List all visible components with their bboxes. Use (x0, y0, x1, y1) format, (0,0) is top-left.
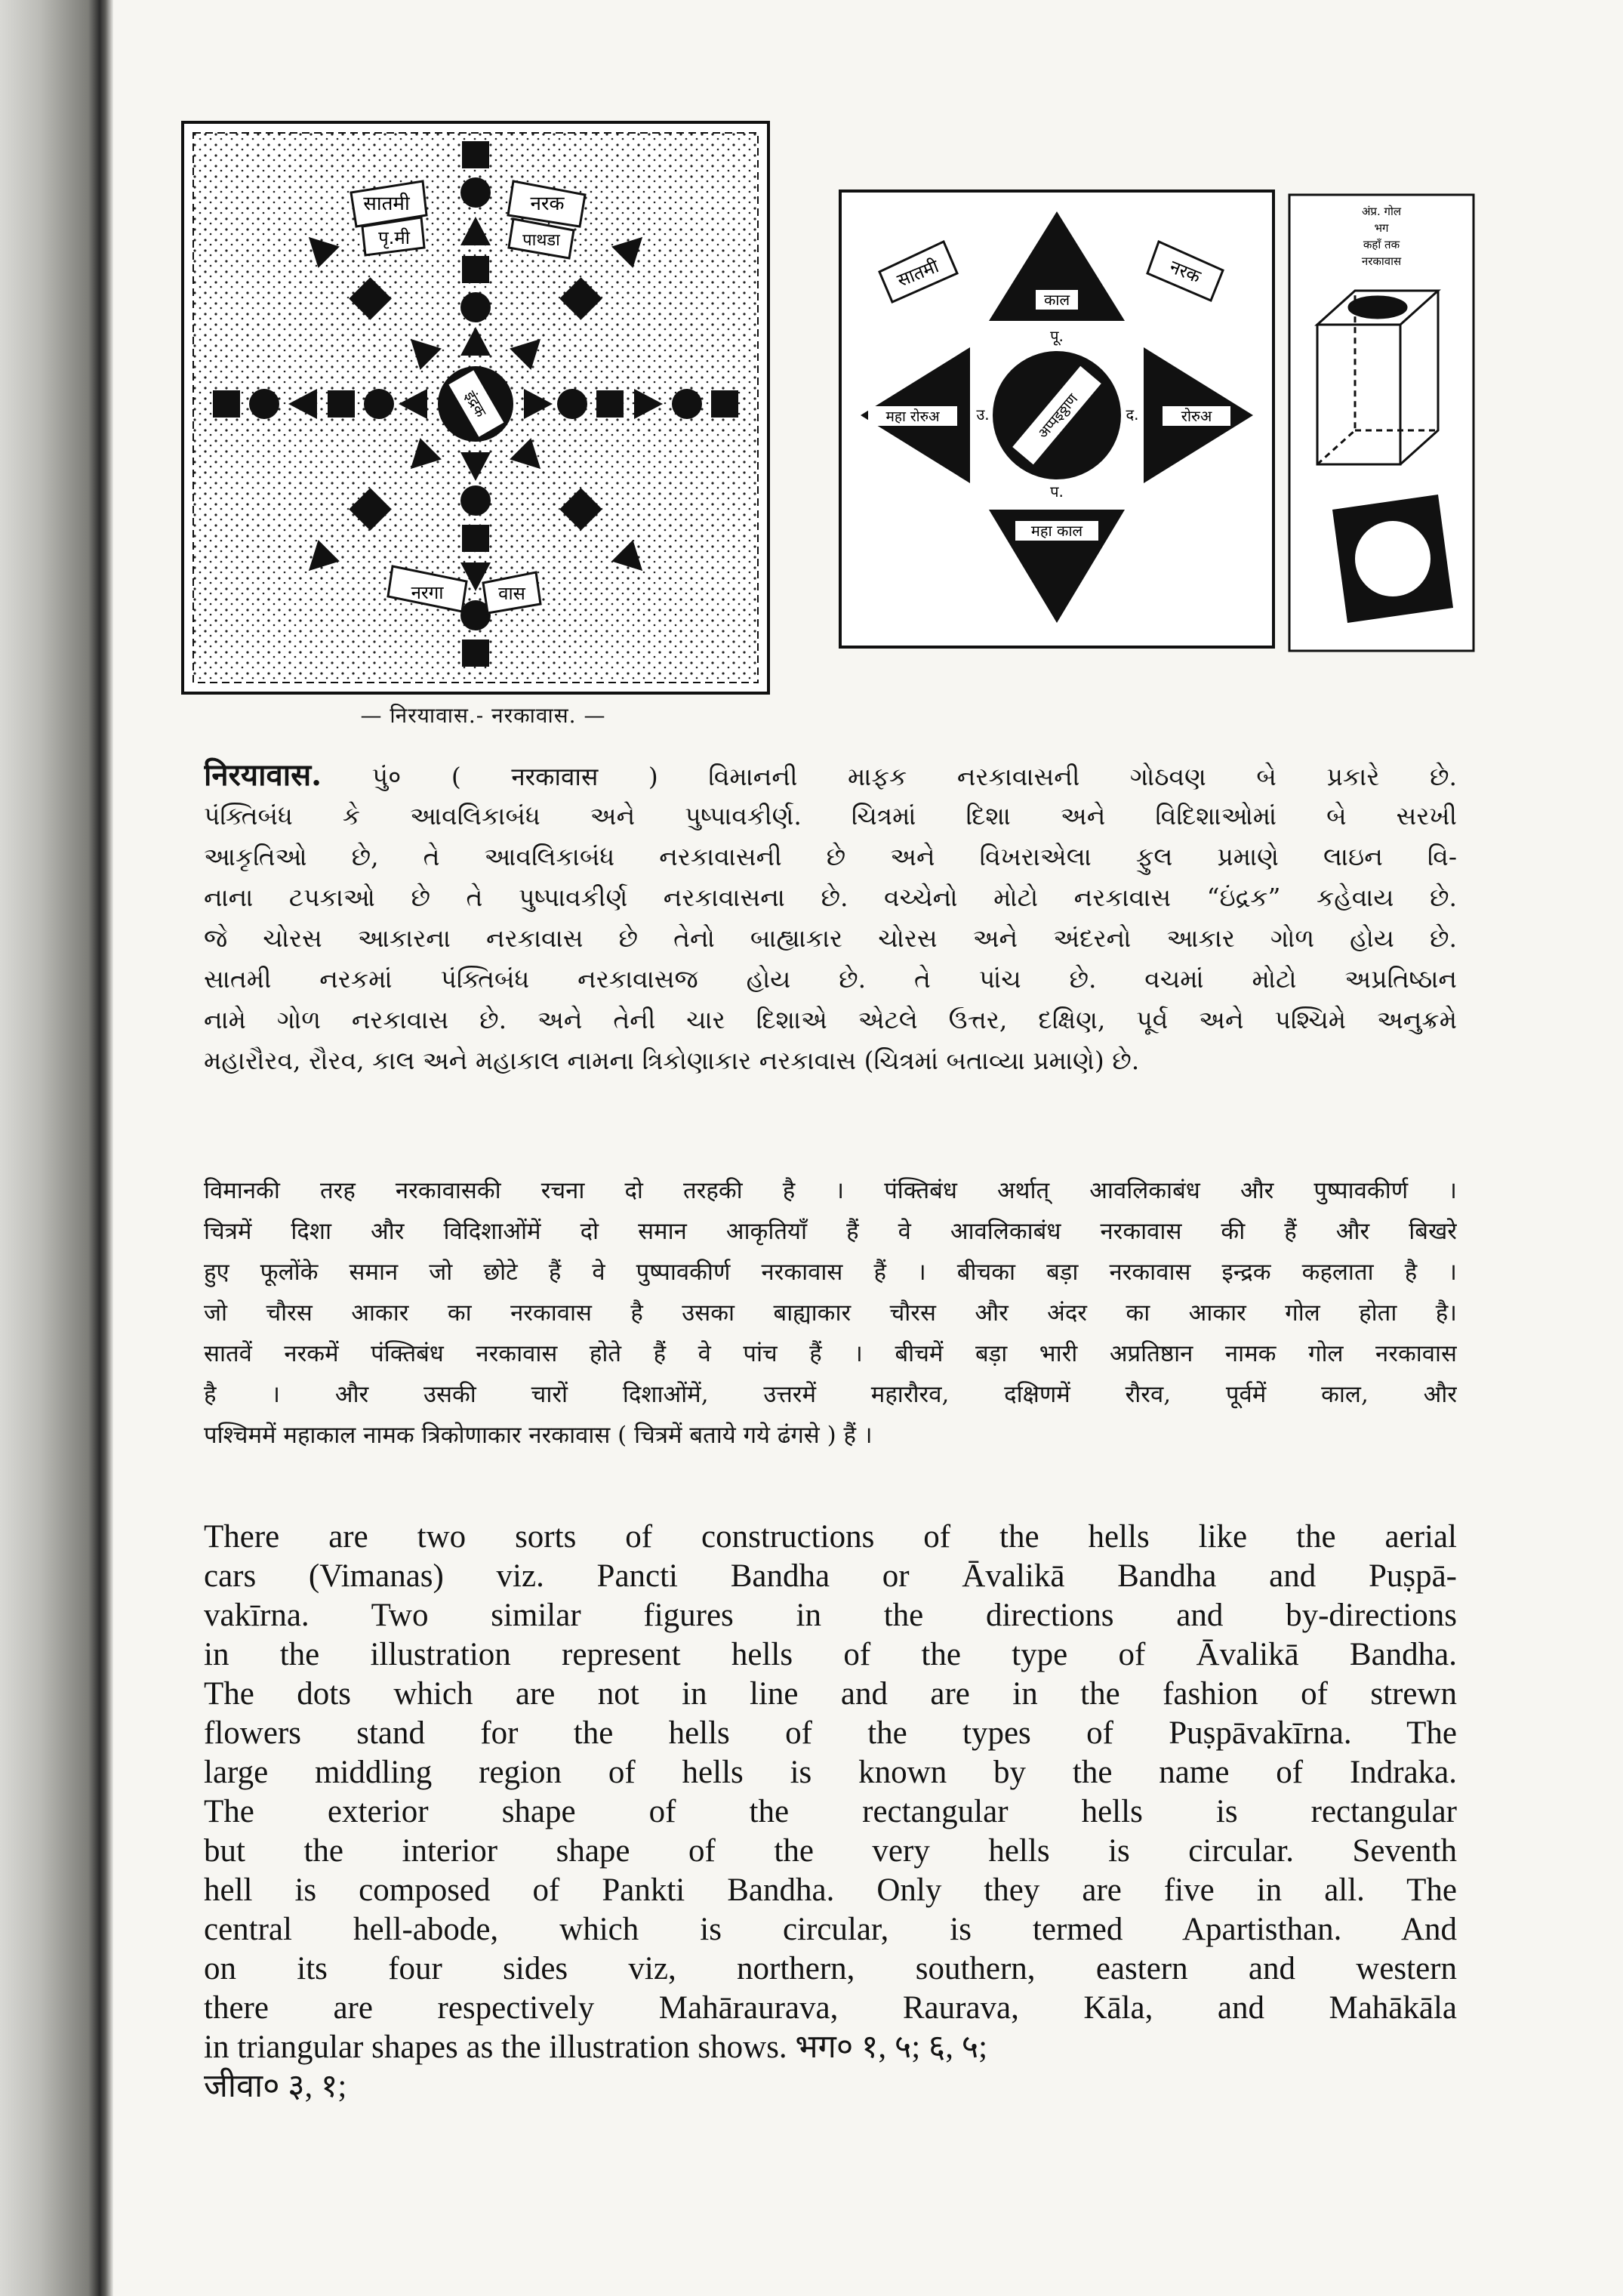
label-text: पू. (1050, 327, 1064, 345)
label-text: सातमी (894, 255, 942, 291)
text-line: cars (Vimanas) viz. Pancti Bandha or Āvalikā Bandha and Puṣpā- (204, 1558, 1457, 1594)
circular-hell (460, 485, 491, 516)
nirayavasa-square-diagram (181, 121, 770, 695)
text-line: जीवा० ३, १; (204, 2069, 347, 2104)
label-text: नरगा (411, 582, 444, 603)
hindi-paragraph (204, 1170, 1457, 1456)
label-text: रोरुअ (1181, 407, 1212, 425)
circular-hell (460, 292, 491, 322)
label-text: महा रोरुअ (885, 408, 940, 425)
text-line (204, 1040, 1457, 1081)
text-line (204, 918, 1457, 959)
text-line: in triangular shapes as the illustration shows. भग० १, ५; ६, ५; (204, 2029, 988, 2065)
text-line (204, 837, 1457, 877)
text-line: सातवें नरकमें पंक्तिबंध नरकावास होते हैं वे पांच हैं । बीचमें बड़ा भारी अप्रतिष्ठान नामक गोल नरकावास (204, 1340, 1457, 1367)
text-line: central hell-abode, which is circular, is termed Apartisthan. And (204, 1912, 1457, 1947)
text-line: पश्चिममें महाकाल नामक त्रिकोणाकार नरकावास ( चित्रमें बताये गये ढंगसे ) हैं । (204, 1422, 873, 1449)
label-text: पाथडा (522, 231, 560, 250)
text-line: large middling region of hells is known by the name of Indraka. (204, 1755, 1457, 1790)
label-text: नरक (530, 193, 565, 215)
line-text: જે ચોરસ આકારના નરકાવાસ છે તેનો બાહ્યાકાર ચોરસ અને અંદરનો આકાર ગોળ હોય છે. (204, 923, 1457, 953)
line-text: આકૃતિઓ છે, તે આવલિકાબંધ નરકાવાસની છે અને વિખરાએલા ફુલ પ્રમાણે લાઇન વિ- (204, 842, 1457, 871)
text-line: in the illustration represent hells of the type of Āvalikā Bandha. (204, 1637, 1457, 1672)
label-text: द. (1126, 405, 1139, 424)
circular-hell (364, 389, 394, 419)
text-line (204, 1000, 1457, 1040)
square-hell (462, 639, 489, 667)
text-line (204, 796, 1457, 837)
circular-hell (672, 389, 702, 419)
circular-hell (249, 389, 279, 419)
text-line: चित्रमें दिशा और विदिशाओंमें दो समान आकृतियाँ हैं वे आवलिकाबंध नरकावास की हैं और बिखरे (204, 1218, 1457, 1245)
label-text: भग (1374, 221, 1389, 235)
line-text: નાના ટપકાઓ છે તે પુષ્પાવકીર્ણ નરકાવાસના છે. વચ્ચેનો મોટો નરકાવાસ “ઇંદ્રક” કહેવાય છે. (204, 883, 1457, 912)
gujarati-paragraph (204, 755, 1457, 1081)
text-line: हुए फूलोंके समान जो छोटे हैं वे पुष्पावकीर्ण नरकावास हैं । बीचका बड़ा नरकावास इन्द्रक कहलाता है । (204, 1259, 1457, 1286)
circular-hell (460, 177, 491, 208)
label-text: नरक (1166, 256, 1204, 288)
text-line: but the interior shape of the very hells is circular. Seventh (204, 1833, 1457, 1869)
text-line: The dots which are not in line and are in the fashion of strewn (204, 1676, 1457, 1712)
line-text: પંક્તિબંધ કે આવલિકાબંધ અને પુષ્પાવકીર્ણ. ચિત્રમાં દિશા અને વિદિશાઓમાં બે સરખી (204, 801, 1457, 831)
line-text: સાતમી નરકમાં પંક્તિબંધ નરકાવાસજ હોય છે. તે પાંચ છે. વચમાં મોટો અપ્રતિષ્ઠાન (204, 964, 1457, 994)
label-text: वास (498, 583, 525, 604)
text-line: जो चौरस आकार का नरकावास है उसका बाह्याकार चौरस और अंदर का आकार गोल होता है। (204, 1299, 1457, 1327)
text-line (204, 755, 1457, 796)
label-text: इंद्रक (460, 387, 491, 421)
text-line: there are respectively Mahāraurava, Raurava, Kāla, and Mahākāla (204, 1990, 1457, 2026)
text-line: विमानकी तरह नरकावासकी रचना दो तरहकी है । पंक्तिबंध अर्थात् आवलिकाबंध और पुष्पावकीर्ण । (204, 1177, 1457, 1204)
text-line: flowers stand for the hells of the types of Puṣpāvakīrna. The (204, 1715, 1457, 1751)
label-text: कहाँ तक (1363, 238, 1400, 251)
square-hell (711, 390, 738, 418)
seventh-hell-diagram (838, 189, 1276, 649)
text-line: vakīrna. Two similar figures in the directions and by-directions (204, 1598, 1457, 1633)
text-line (204, 959, 1457, 1000)
square-hell (462, 141, 489, 168)
square-hell (328, 390, 355, 418)
square-hell (596, 390, 624, 418)
figure-caption: — निरयावास.- नरकावास. — (360, 703, 606, 728)
text-line: on its four sides viz, northern, southern, eastern and western (204, 1951, 1457, 1986)
label-text: अप्पइठ्ठाण (1034, 390, 1082, 442)
cell-detail-diagram (1287, 193, 1476, 653)
book-spine-shadow (0, 0, 113, 2296)
headword: निरयावास. (204, 757, 322, 793)
line-text: પું० ( नरकावास ) વિમાનની માફક નરકાવાસની ગોઠવણ બે પ્રકારે છે. (371, 762, 1457, 791)
indraka-center (438, 366, 513, 442)
square-hell (462, 525, 489, 552)
label-text: नरकावास (1361, 254, 1402, 268)
label-text: महा काल (1030, 522, 1083, 540)
label-text: प. (1050, 482, 1064, 501)
text-line: There are two sorts of constructions of the hells like the aerial (204, 1519, 1457, 1555)
line-text: મહારૌરવ, રૌરવ, કાલ અને મહાકાલ નામના ત્રિકોણાકાર નરકાવાસ (ચિત્રમાં બતાવ્યા પ્રમાણે) છે. (204, 1046, 1140, 1075)
text-line: है । और उसकी चारों दिशाओंमें, उत्तरमें महारौरव, दक्षिणमें रौरव, पूर्वमें काल, और (204, 1381, 1457, 1408)
text-line: The exterior shape of the rectangular hells is rectangular (204, 1794, 1457, 1829)
square-hell (462, 256, 489, 283)
circular-hell (557, 389, 587, 419)
label-text: पृ.मी (378, 227, 410, 248)
label-text: अंप्र. गोल (1361, 205, 1402, 218)
line-text: નામે ગોળ નરકાવાસ છે. અને તેની ચાર દિશાએ એટલે ઉત્તર, દક્ષિણ, પૂર્વ અને પશ્ચિમે અનુક્રમે (204, 1005, 1457, 1034)
square-hell (213, 390, 240, 418)
label-text: उ. (976, 405, 990, 424)
label-text: काल (1043, 291, 1070, 309)
english-paragraph (204, 1518, 1457, 2106)
label-text: सातमी (363, 193, 410, 215)
ring-drawing (1332, 495, 1453, 623)
text-line (204, 877, 1457, 918)
text-line: hell is composed of Pankti Bandha. Only they are five in all. The (204, 1872, 1457, 1908)
